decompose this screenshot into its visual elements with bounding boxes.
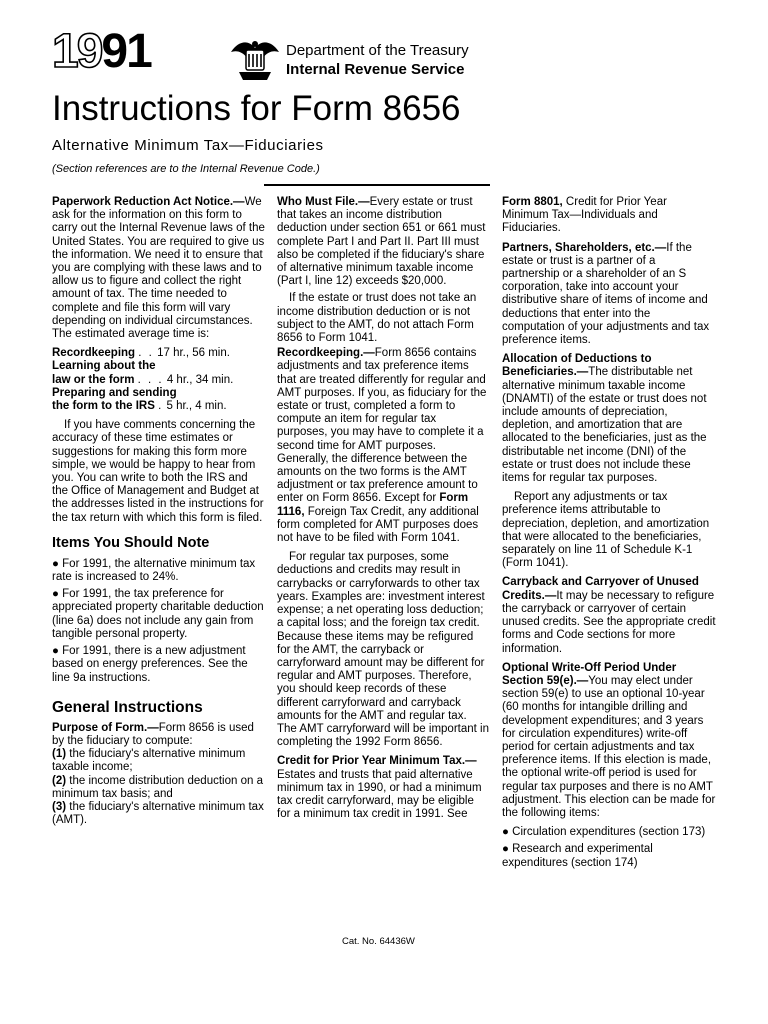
form-8801-ref <box>502 196 716 236</box>
optional-writeoff-body: You may elect under section 59(e) to use an optional 10-year (60 months for intangible drilling and development expenditures; and 3 years for circulation expenditures) write-off period for certain adjustments and tax preference items. If this election is made, the optional write-off period is used for regular tax purposes and there is no AMT adjustment. This election can be made for the following items: <box>502 674 716 819</box>
bullet-text: For 1991, the tax preference for appreciated property charitable deduction (line 6a) does not include any gain from tangible personal property. <box>52 588 264 640</box>
list-item: ● For 1991, the tax preference for appreciated property charitable deduction (line 6a) does not include any gain from tangible personal property. <box>52 588 264 640</box>
allocation-body: The distributable net alternative minimum taxable income (DNAMTI) of the estate or trust does not include amounts of depreciation, depletion, and amortization that are allocated to the beneficiaries, just as the distributable net income (DNI) of the estate or trust does not include these items for regular tax purposes. <box>502 366 707 485</box>
optional-writeoff-paragraph <box>502 662 716 820</box>
irs-eagle-logo-icon <box>229 36 281 82</box>
time-label: Recordkeeping <box>52 347 136 360</box>
regular-tax-paragraph: For regular tax purposes, some deductions and credits may result in carrybacks or carryforwards to other tax years. Examples are: investment interest expense; a net operating loss deduction; a capital loss; and the foreign tax credit. Because these items may be refigured for the AMT, the carryback or carryforward amount may be different for regular and AMT purposes. Therefore, you should keep records of these different carryforward and carryback amounts for the AMT and regular tax. The AMT carryforward will be important in completing the 1992 Form 8656. <box>277 551 489 749</box>
list-item: ● Circulation expenditures (section 173) <box>502 826 706 839</box>
column-3 <box>502 196 716 874</box>
form-8801-text: Credit for Prior Year Minimum Tax—Individuals and Fiduciaries. <box>502 196 667 235</box>
purpose-heading: Purpose of Form.— <box>52 721 159 734</box>
form-8801-bold: Form 8801, <box>502 196 563 208</box>
recordkeeping-body-2: Foreign Tax Credit, any additional form completed for AMT purposes does not have to be filed with Form 1041. <box>277 505 479 545</box>
leader-dots: . . . <box>137 373 164 386</box>
agency-name: Internal Revenue Service <box>286 61 465 78</box>
item-text: the income distribution deduction on a minimum tax basis; and <box>52 774 263 800</box>
column-2 <box>277 196 489 827</box>
time-learning <box>52 360 266 373</box>
time-label: the form to the IRS <box>52 400 155 413</box>
year-outline-digits: 19 <box>52 25 102 78</box>
carryback-body: It may be necessary to refigure the carryback or carryover of certain unused credits. See the appropriate credit forms and Code sections for more information. <box>502 589 716 655</box>
bullet-text: For 1991, there is a new adjustment based on energy preferences. See the line 9a instructions. <box>52 645 248 684</box>
who-body: Every estate or trust that takes an income distribution deduction under section 651 or 661 must complete Part I and Part II. Part III must also be completed if the fiduciary's share of alternative minimum taxable income (Part I, line 12) exceeds $20,000. <box>277 196 486 288</box>
purpose-item-2 <box>52 775 266 801</box>
form-1116-ref: Form 1116, <box>277 492 469 518</box>
section-reference-note: (Section references are to the Internal Revenue Code.) <box>52 163 320 175</box>
list-item: ● Research and experimental expenditures (section 174) <box>502 843 653 869</box>
recordkeeping-paragraph <box>277 347 489 545</box>
who-must-file <box>277 196 489 288</box>
list-item: ● For 1991, the alternative minimum tax rate is increased to 24%. <box>52 557 256 584</box>
item-number: (2) <box>52 774 67 787</box>
time-value: 4 hr., 34 min. <box>166 373 234 386</box>
credit-heading: Credit for Prior Year Minimum Tax.— <box>277 755 477 768</box>
recordkeeping-body: Form 8656 contains adjustments and tax preference items that are treated differently for regular and AMT purposes. If you, as fiduciary for the estate or trust, completed a form to compute an item for regular tax purposes, you may have to complete it a second time for AMT purposes. Generally, the difference between the amounts on the two forms is the AMT adjustment or tax preference amount to enter on Form 8656. Except for <box>277 347 487 505</box>
page-subtitle: Alternative Minimum Tax—Fiduciaries <box>52 137 324 154</box>
item-number: (3) <box>52 800 67 813</box>
paperwork-body: We ask for the information on this form to carry out the Internal Revenue laws of the United States. You are required to give us the information. We need it to ensure that you are complying with these laws and to allow us to figure and collect the right amount of tax. The time needed to complete and file this form will vary depending on individual circumstances. The estimated average time is: <box>52 196 265 341</box>
purpose-item-1 <box>52 748 266 774</box>
purpose-item-3 <box>52 801 266 827</box>
partners-heading: Partners, Shareholders, etc.— <box>502 241 667 254</box>
time-label: Preparing and sending <box>52 386 177 399</box>
bullet-text: Circulation expenditures (section 173) <box>512 826 706 839</box>
item-text: the fiduciary's alternative minimum tax (AMT). <box>52 800 264 827</box>
time-recordkeeping <box>52 347 266 360</box>
paperwork-notice <box>52 196 266 341</box>
time-label: law or the form <box>52 373 135 386</box>
bullet-text: For 1991, the alternative minimum tax rate is increased to 24%. <box>52 557 256 584</box>
general-instructions-heading: General Instructions <box>52 698 203 716</box>
items-heading: Items You Should Note <box>52 534 210 551</box>
partners-paragraph <box>502 242 716 348</box>
time-value: 5 hr., 4 min. <box>166 400 227 413</box>
purpose-body: Form 8656 is used by the fiduciary to compute: <box>52 721 254 747</box>
allocation-heading: Allocation of Deductions to Beneficiaries.— <box>502 353 652 379</box>
report-paragraph: Report any adjustments or tax preference items attributable to depreciation, depletion, and amortization that were allocated to the beneficiaries, separately on line 11 of Schedule K-1 (Form 1041). <box>502 491 710 570</box>
time-learning-2 <box>52 374 266 387</box>
carryback-paragraph <box>502 576 716 655</box>
year-bold-digits: 91 <box>101 25 151 78</box>
header-rule <box>264 184 490 186</box>
time-preparing <box>52 387 266 400</box>
item-text: the fiduciary's alternative minimum taxable income; <box>52 748 246 774</box>
time-value: 17 hr., 56 min. <box>157 347 230 360</box>
allocation-paragraph <box>502 353 716 485</box>
partners-body: If the estate or trust is a partner of a partnership or a shareholder of an S corporation, take into account your distributive share of items of income and deductions that enter into the computation of your adjustments and tax preference items. <box>502 241 710 347</box>
catalog-number: Cat. No. 64436W <box>342 936 415 947</box>
item-number: (1) <box>52 748 67 761</box>
leader-dots: . . <box>138 347 154 360</box>
purpose-paragraph <box>52 722 266 748</box>
leader-dots: . <box>158 400 164 413</box>
list-item: ● For 1991, there is a new adjustment based on energy preferences. See the line 9a instructions. <box>52 645 248 684</box>
credit-prior-year <box>277 755 489 821</box>
optional-writeoff-heading: Optional Write-Off Period Under Section 59(e).— <box>502 661 677 687</box>
bullet-text: Research and experimental expenditures (section 174) <box>502 843 653 869</box>
department-block <box>286 41 469 79</box>
carryback-heading: Carryback and Carryover of Unused Credits.— <box>502 576 699 602</box>
column-1 <box>52 196 266 827</box>
who-heading: Who Must File.— <box>277 196 370 208</box>
page-title: Instructions for Form 8656 <box>52 89 461 128</box>
department-name: Department of the Treasury <box>286 42 469 59</box>
recordkeeping-heading: Recordkeeping.— <box>277 347 375 360</box>
comments-paragraph: If you have comments concerning the accuracy of these time estimates or suggestions for making this form more simple, we would be happy to hear from you. You can write to both the IRS and the Office of Management and Budget at the addresses listed in the instructions for the tax return with which this form is filed. <box>52 419 264 524</box>
credit-body: Estates and trusts that paid alternative minimum tax in 1990, or had a minimum tax credit carryforward, may be eligible for a minimum tax credit in 1991. See <box>277 768 482 821</box>
paperwork-heading: Paperwork Reduction Act Notice.— <box>52 196 245 208</box>
form-year <box>52 25 151 78</box>
time-preparing-2 <box>52 400 266 413</box>
who-paragraph-2: If the estate or trust does not take an income distribution deduction or is not subject to the AMT, do not attach Form 8656 to Form 1041. <box>277 292 477 345</box>
time-label: Learning about the <box>52 360 156 373</box>
